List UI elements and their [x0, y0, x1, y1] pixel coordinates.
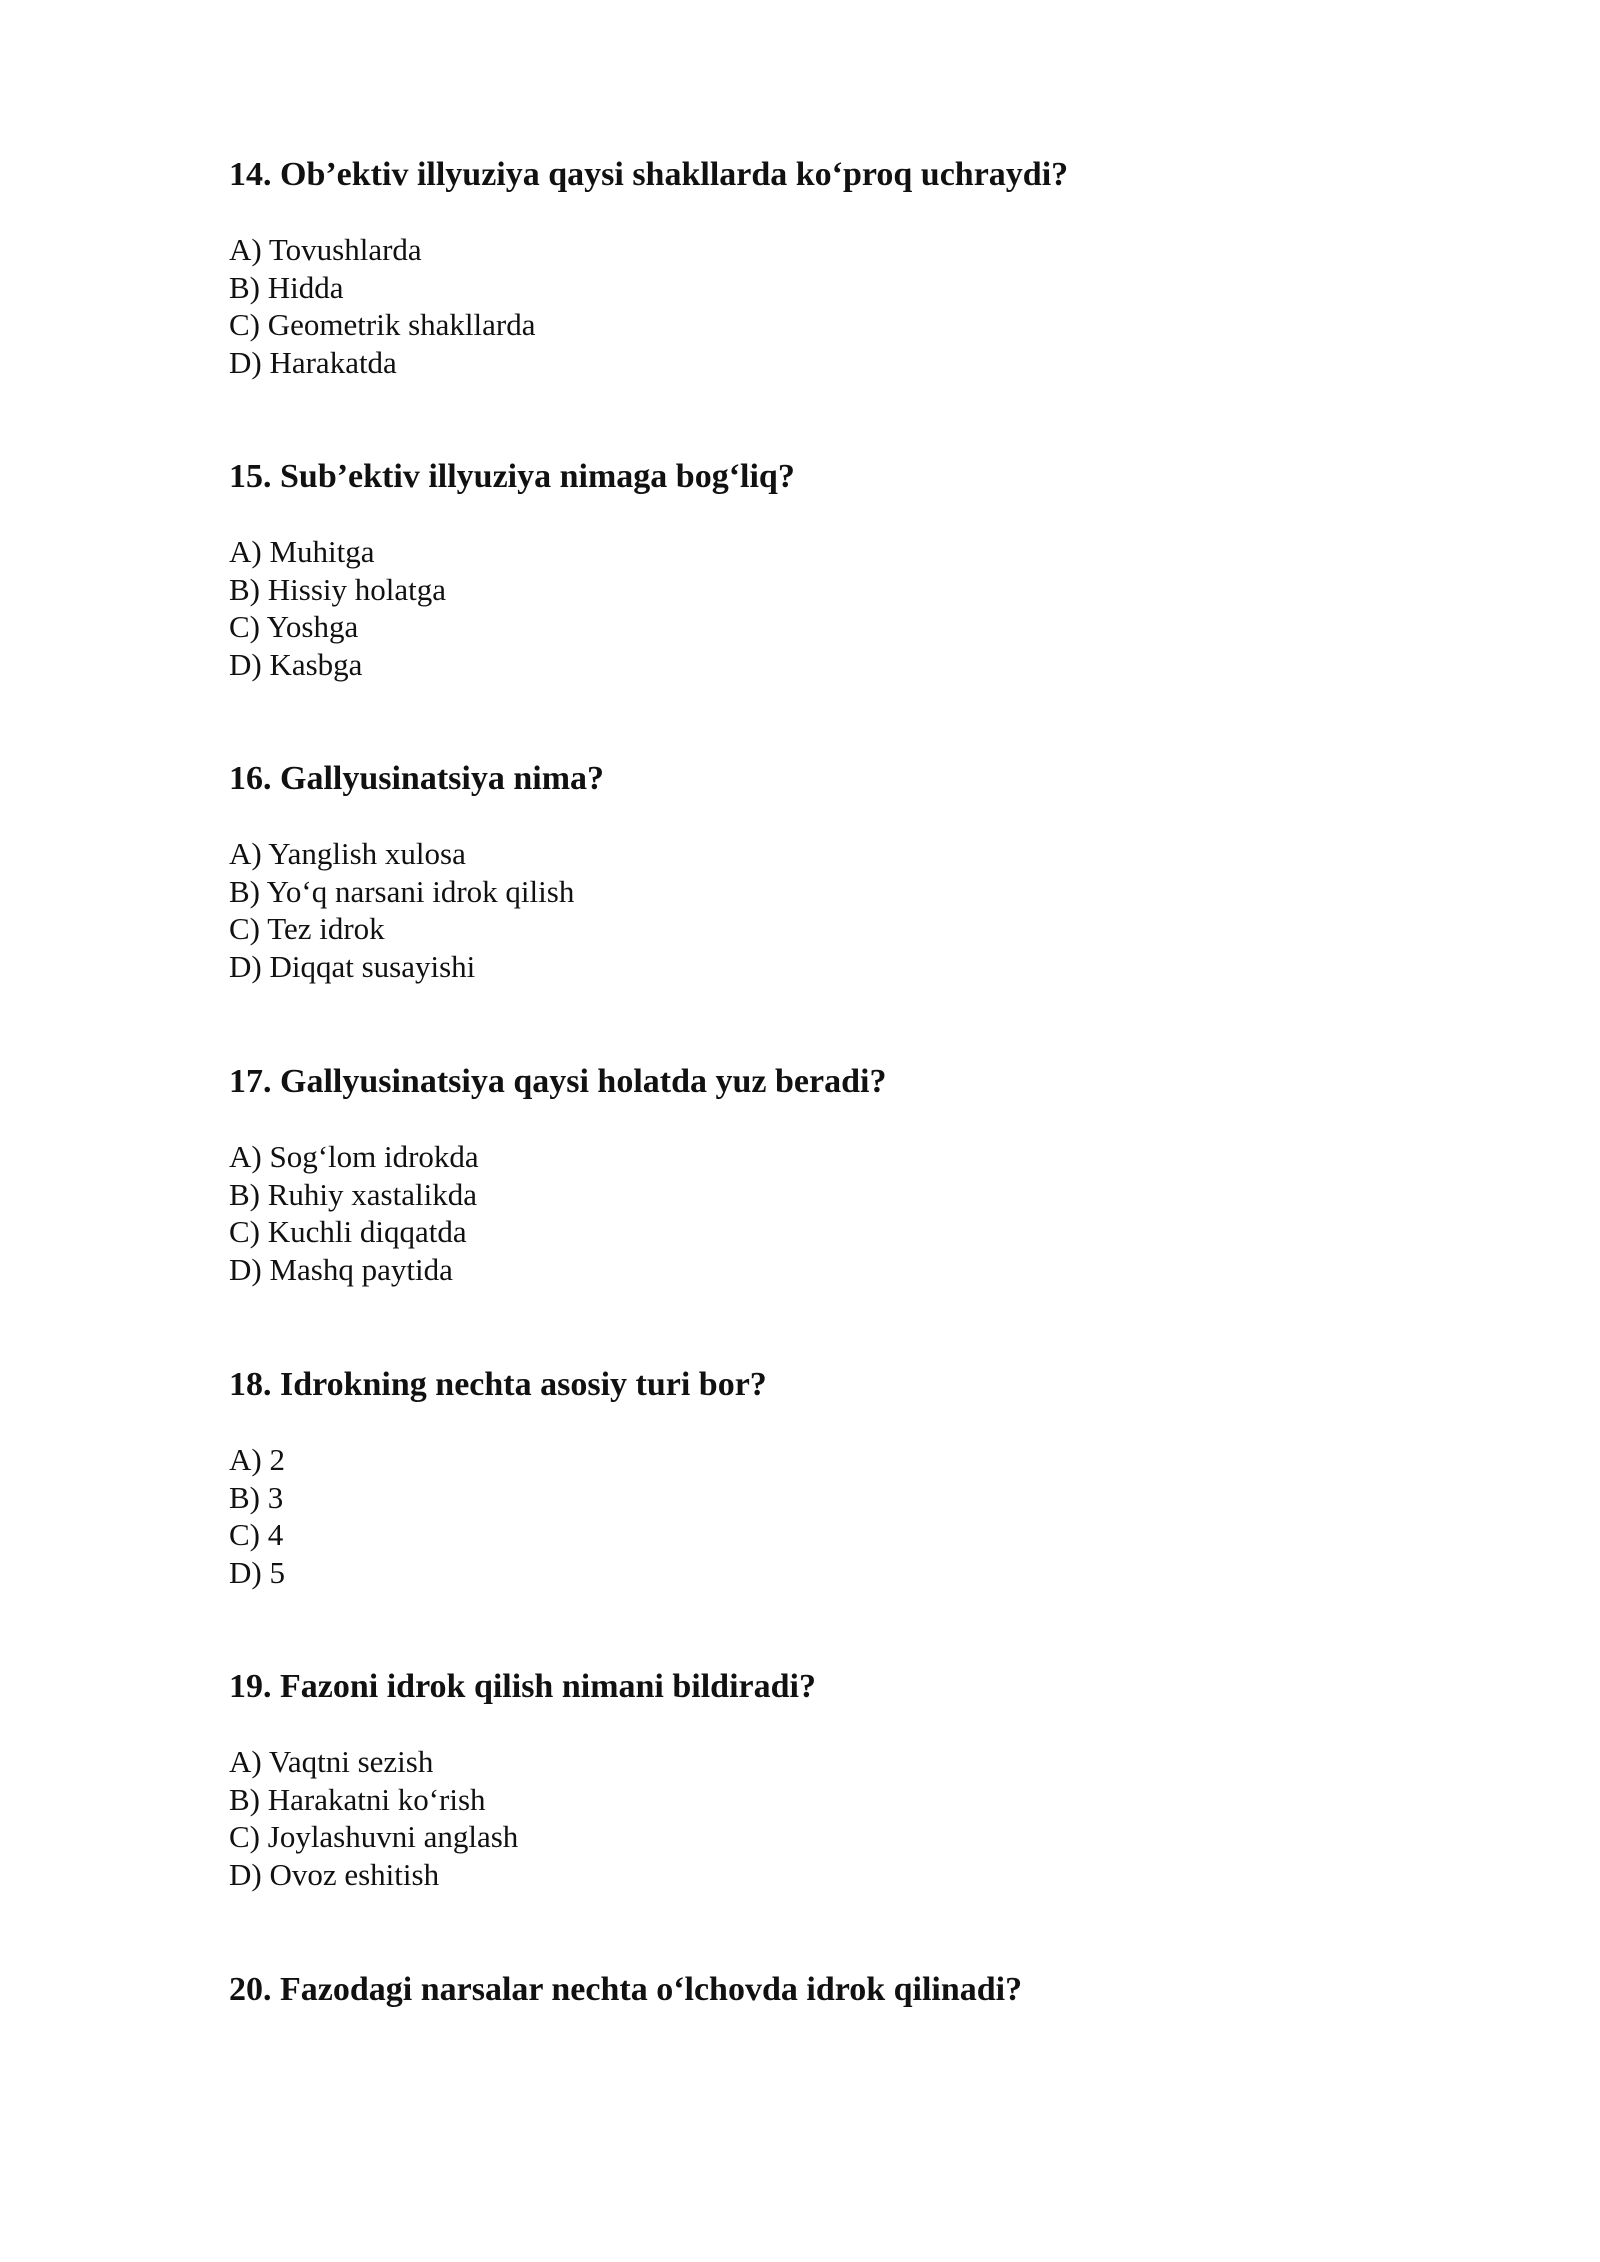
option-d: D) Mashq paytida [229, 1251, 453, 1287]
question-title: 16. Gallyusinatsiya nima? [229, 760, 605, 797]
option-a: A) Sog‘lom idrokda [229, 1139, 479, 1174]
question-19 [229, 1667, 1509, 1893]
option-d: D) Kasbga [229, 646, 363, 682]
option-d: D) Harakatda [229, 344, 397, 380]
answer-options [229, 835, 1509, 985]
question-title: 14. Ob’ektiv illyuziya qaysi shakllarda ko‘proq uchraydi? [229, 156, 1069, 193]
option-c: C) 4 [229, 1517, 284, 1552]
question-title: 17. Gallyusinatsiya qaysi holatda yuz beradi? [229, 1063, 887, 1100]
answer-options [229, 533, 1509, 683]
option-a: A) Vaqtni sezish [229, 1744, 434, 1779]
option-a: A) Yanglish xulosa [229, 836, 466, 871]
option-d: D) Ovoz eshitish [229, 1856, 440, 1892]
question-14 [229, 155, 1509, 381]
answer-options [229, 1441, 1509, 1591]
question-title: 19. Fazoni idrok qilish nimani bildiradi? [229, 1668, 816, 1705]
question-16 [229, 759, 1509, 985]
option-b: B) 3 [229, 1479, 284, 1515]
answer-options [229, 1743, 1509, 1893]
option-a: A) Tovushlarda [229, 232, 422, 267]
option-b: B) Ruhiy xastalikda [229, 1176, 477, 1212]
question-title: 18. Idrokning nechta asosiy turi bor? [229, 1366, 767, 1403]
option-c: C) Geometrik shakllarda [229, 307, 536, 342]
option-c: C) Kuchli diqqatda [229, 1214, 467, 1249]
option-b: B) Harakatni ko‘rish [229, 1781, 486, 1817]
option-c: C) Tez idrok [229, 911, 385, 946]
option-d: D) Diqqat susayishi [229, 948, 476, 984]
option-b: B) Hissiy holatga [229, 571, 446, 607]
option-c: C) Joylashuvni anglash [229, 1819, 519, 1854]
answer-options [229, 1138, 1509, 1288]
option-d: D) 5 [229, 1554, 285, 1590]
question-18 [229, 1365, 1509, 1591]
option-b: B) Hidda [229, 269, 344, 305]
option-c: C) Yoshga [229, 609, 359, 644]
option-a: A) 2 [229, 1442, 285, 1477]
question-title: 15. Sub’ektiv illyuziya nimaga bog‘liq? [229, 458, 795, 495]
question-title: 20. Fazodagi narsalar nechta o‘lchovda idrok qilinadi? [229, 1971, 1023, 2008]
answer-options [229, 231, 1509, 381]
option-a: A) Muhitga [229, 534, 375, 569]
question-17 [229, 1062, 1509, 1288]
question-20 [229, 1970, 1509, 2010]
option-b: B) Yo‘q narsani idrok qilish [229, 873, 575, 909]
question-15 [229, 457, 1509, 683]
